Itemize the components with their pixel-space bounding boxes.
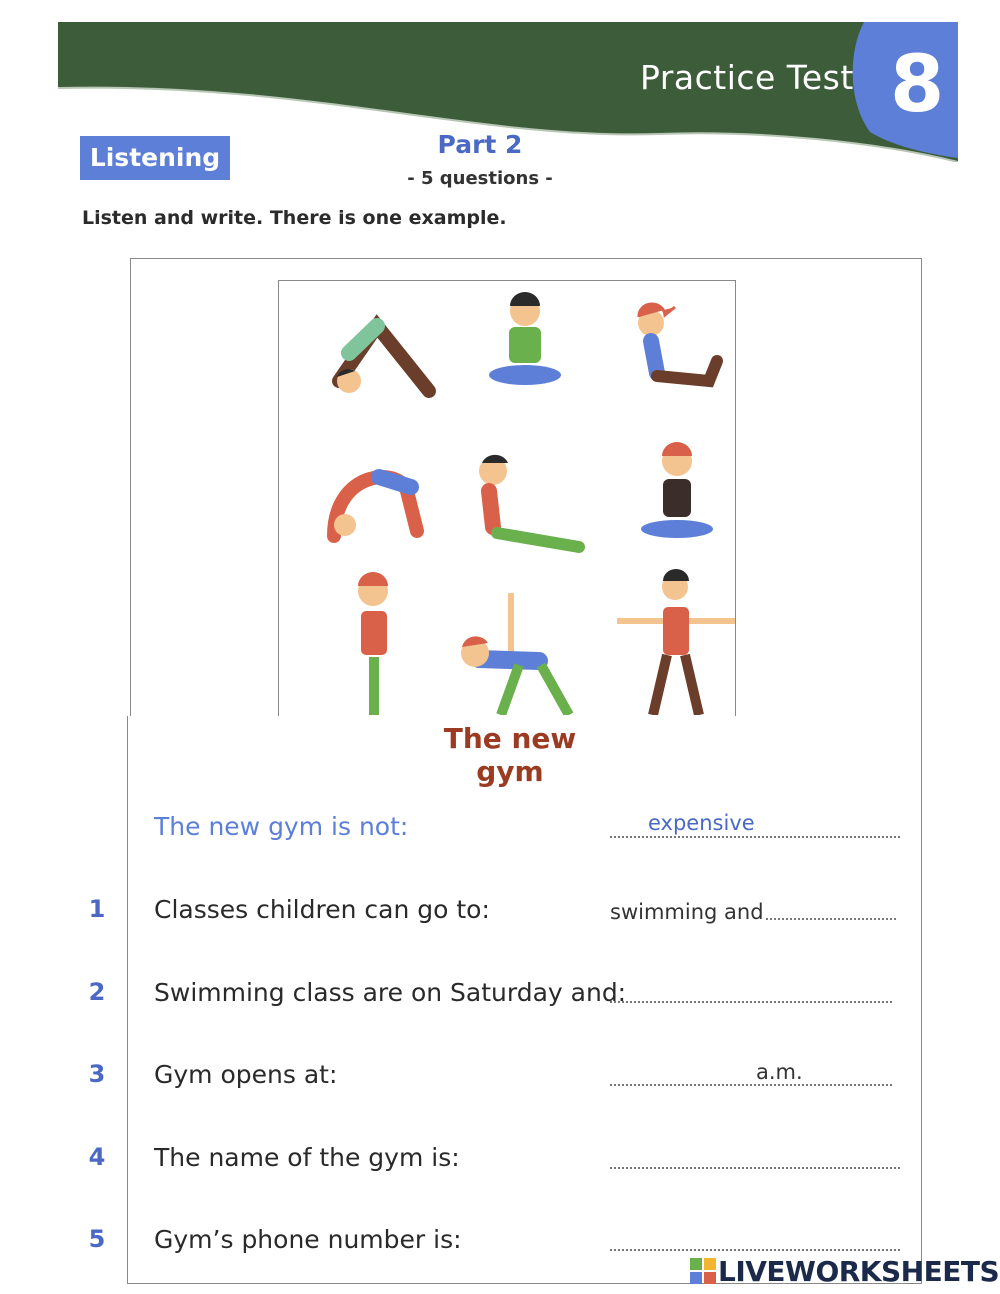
watermark: LIVEWORKSHEETS — [718, 1255, 1000, 1288]
cobra-girl-pose — [638, 304, 717, 381]
test-number: 8 — [890, 40, 945, 130]
part-subtitle: - 5 questions - — [407, 168, 553, 189]
answer-line-4[interactable] — [610, 1167, 900, 1169]
question-number: 2 — [88, 978, 106, 1006]
example-question: The new gym is not: — [154, 812, 409, 841]
example-answer: expensive — [648, 811, 755, 835]
form-title: The new gym — [443, 722, 577, 788]
question-number: 1 — [88, 895, 106, 923]
example-answer-line — [610, 836, 900, 838]
warrior-pose — [617, 569, 735, 715]
lotus-girl-pose — [641, 442, 713, 538]
answer-line-5[interactable] — [610, 1249, 900, 1251]
lotus-boy-pose — [489, 292, 561, 385]
wheel-pose — [334, 477, 417, 536]
question-text: Gym opens at: — [154, 1060, 338, 1089]
question-number: 4 — [88, 1143, 106, 1171]
question-text: The name of the gym is: — [154, 1143, 460, 1172]
listening-badge: Listening — [80, 136, 230, 180]
liveworksheets-logo-icon — [690, 1258, 716, 1284]
cobra-boy-pose — [479, 455, 579, 547]
answer-suffix: a.m. — [756, 1060, 803, 1084]
yoga-illustration — [278, 280, 736, 716]
question-text: Classes children can go to: — [154, 895, 490, 924]
question-number: 3 — [88, 1060, 106, 1088]
answer-line-2[interactable] — [610, 1001, 892, 1003]
question-number: 5 — [88, 1225, 106, 1253]
part-title: Part 2 — [437, 130, 523, 159]
question-text: Swimming class are on Saturday and: — [154, 978, 627, 1007]
yoga-kids-icon — [279, 281, 735, 715]
test-title: Practice Test — [640, 58, 854, 97]
question-text: Gym’s phone number is: — [154, 1225, 462, 1254]
tree-pose — [358, 572, 388, 715]
answer-prefix: swimming and — [610, 900, 764, 924]
instruction-text: Listen and write. There is one example. — [82, 207, 507, 229]
answer-line-1[interactable] — [766, 918, 896, 920]
triangle-pose — [461, 593, 569, 715]
answer-line-3[interactable] — [610, 1084, 892, 1086]
downward-dog-pose — [337, 326, 429, 393]
